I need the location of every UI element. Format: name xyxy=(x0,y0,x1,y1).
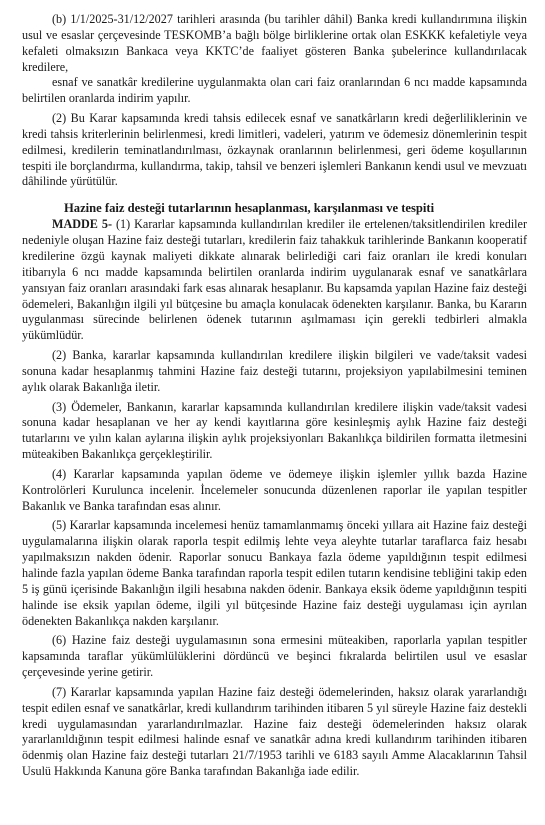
paragraph-indirim: esnaf ve sanatkâr kredilerine uygulanmakta olan cari faiz oranlarından 6 ncı madde kapsamında belirtilen oranlarda indirim yapılır. xyxy=(22,75,527,106)
article-5-paragraph-2: (2) Banka, kararlar kapsamında kullandırılan kredilere ilişkin bilgileri ve vade/taksit vadesi sonuna kadar hesaplanmış tahmini Hazine faiz desteği tutarını, projeksiyon yapılabilmesini teminen aylık olarak Bakanlığa iletir. xyxy=(22,348,527,394)
article-5-paragraph-6: (6) Hazine faiz desteği uygulamasının sona ermesini müteakiben, raporlarla yapılan tespitler kapsamında taraflar yükümlülüklerini dördüncü ve beşinci fıkralarda belirtilen usul ve esaslar çerçevesinde yerine getirir. xyxy=(22,633,527,680)
article-5-paragraph-4: (4) Kararlar kapsamında yapılan ödeme ve ödemeye ilişkin işlemler yıllık bazda Hazine Kontrolörleri Kurulunca incelenir. İncelemeler sonucunda düzenlenen raporlar ile yapılan tespitler Bakanlık ve Banka tarafından esas alınır. xyxy=(22,466,527,513)
paragraph-2-kredi-tahsis: (2) Bu Karar kapsamında kredi tahsis edilecek esnaf ve sanatkârların kredi değerliliklerinin ve kredi tahsis kriterlerinin belirlenmesi, kredi limitleri, vadeleri, yatırım ve ödemesiz dönemlerinin tespit edilmesi, kredilerin teminatlandırılması, özkaynak oranlarının belirlenmesi, geri ödeme koşullarının tespiti ile borçlandırma, kullandırma, takip, tahsil ve benzeri işlemleri Bankanın kendi usul ve mevzuatı dâhilinde yürütülür. xyxy=(22,111,527,189)
article-5 xyxy=(22,217,527,780)
article-5-paragraph-1-text: (1) Kararlar kapsamında kullandırılan krediler ile ertelenen/taksitlendirilen krediler nedeniyle oluşan Hazine faiz desteği tutarları, kredilerin faiz tahakkuk tarihlerinde Bankanın kooperatif kredilerine özgü kaynak maliyeti dikkate alınarak belirlediği cari faiz oranları ile kredi konuları itibarıyla 6 ncı madde kapsamında belirtilen oranlarda indirim uygulanarak esnaf ve sanatkârlara yansıyan faiz oranları arasındaki fark esas alınarak hesaplanır. Bu kapsamda yapılan Hazine faiz desteği ödemeleri, Bakanlığın ilgili yıl bütçesine bu amaçla konulacak ödenekten karşılanır. Banka, bu Kararın uygulanması sürecinde belirlenen ödenek tutarının aşılmaması için gerekli tedbirleri almakla yükümlüdür. xyxy=(22,217,527,343)
article-5-paragraph-1 xyxy=(22,217,527,344)
article-label: MADDE 5- xyxy=(52,217,112,232)
article-5-paragraph-5: (5) Kararlar kapsamında incelemesi henüz tamamlanmamış önceki yıllara ait Hazine faiz desteği uygulamalarına ilişkin olarak raporla tespit edilmiş lehte veya aleyhte tutarlar taraflarca faiz hesabı yapılmaksızın nakden ödenir. Raporlar sonucu Bankaya fazla ödeme yapıldığının tespit edilmesi halinde fazla yapılan ödeme Banka tarafından raporla tespit edilen tutarın kendisine tebliğini takip eden 5 iş günü içerisinde Bakanlığın ilgili hesabına nakden ödenir. Bankaya eksik ödeme yapıldığının tespiti halinde ise eksik yapılan ödeme, ilgili yıl bütçesinde Hazine faiz desteği uygulaması için ayrılan ödenekten Bakanlıkça nakden karşılanır. xyxy=(22,518,527,628)
article-5-paragraph-7: (7) Kararlar kapsamında yapılan Hazine faiz desteği ödemelerinden, haksız olarak yararlandığı tespit edilen esnaf ve sanatkârlar, kredi kullandırım tarihinden itibaren 5 yıl süreyle Hazine faiz destekli kredi uygulamasından yararlandırılmazlar. Hazine faiz desteği ödemelerinden haksız olarak yararlanıldığının tespit edilmesi halinde esnaf ve sanatkâr adına kredi kullandırım tarihinden itibaren ödenmiş olan Hazine faiz desteği tutarları 21/7/1953 tarihli ve 6183 sayılı Amme Alacaklarının Tahsil Usulü Hakkında Kanuna göre Banka tarafından Bakanlığa iade edilir. xyxy=(22,684,527,779)
top-section xyxy=(22,12,527,190)
article-heading: Hazine faiz desteği tutarlarının hesaplanması, karşılanması ve tespiti xyxy=(64,201,435,216)
article-5-paragraph-3: (3) Ödemeler, Bankanın, kararlar kapsamında kullandırılan kredilere ilişkin vade/taksit vadesi sonuna kadar hesaplanan ve her ay kendi kayıtlarına göre kesinleşmiş aylık Hazine faiz desteği tutarlarını ve yılın kalan aylarına ilişkin aylık projeksiyonları Bakanlıkça bildirilen formatta iletmesini müteakiben Bakanlıkça gerçekleştirilir. xyxy=(22,399,527,462)
paragraph-b: (b) 1/1/2025-31/12/2027 tarihleri arasında (bu tarihler dâhil) Banka kredi kullandırımına ilişkin usul ve esaslar çerçevesinde TESKOMB’a bağlı bölge birliklerine ortak olan ESKKK kefaletiyle veya kefaleti olmaksızın Bankaca veya KKTC’de faaliyet gösteren Banka şubelerince kullandırılacak kredilere, xyxy=(22,12,527,74)
